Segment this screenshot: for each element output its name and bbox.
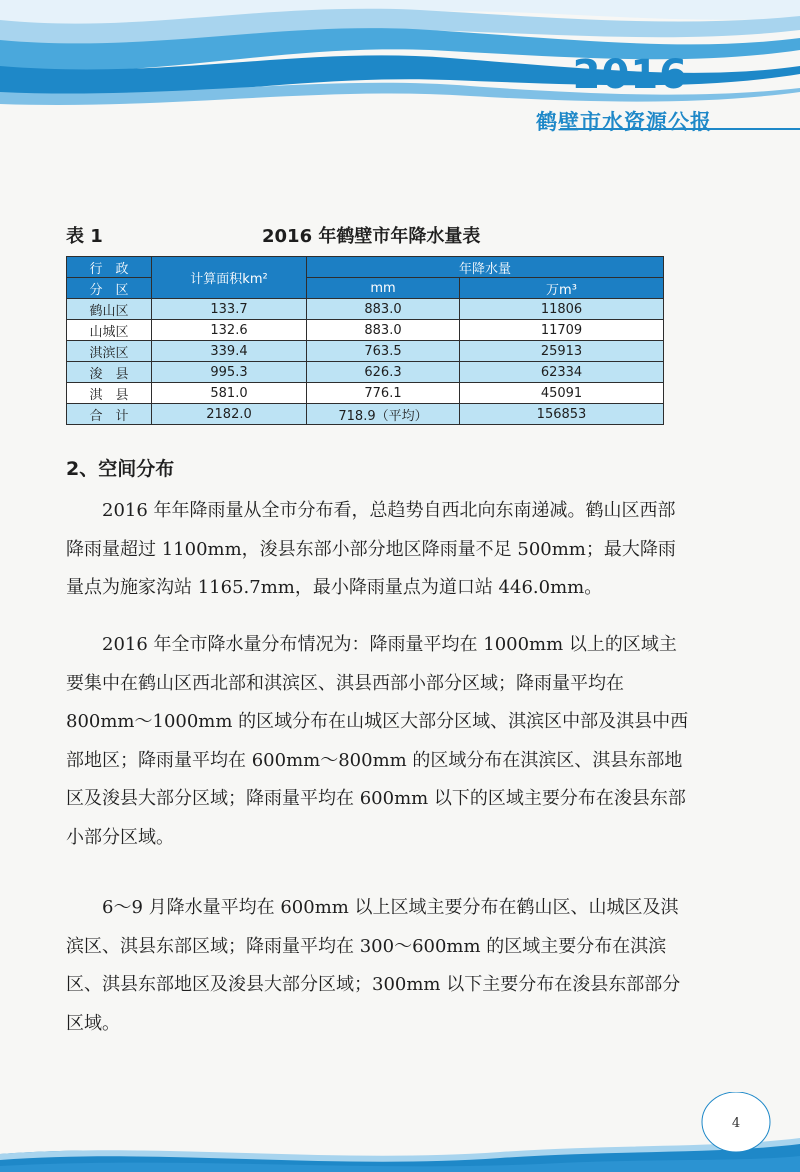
cell-district: 淇 县 xyxy=(67,383,152,404)
cell-area: 2182.0 xyxy=(152,404,307,425)
paragraph: 6～9 月降水量平均在 600mm 以上区域主要分布在鹤山区、山城区及淇滨区、淇县东部区域；降雨量平均在 300～600mm 的区域主要分布在淇滨区、淇县东部地区及浚县大部分区域；300mm 以下主要分布在浚县东部部分区域。 xyxy=(66,897,681,1034)
table-row xyxy=(67,320,664,341)
header-unit-mm: mm xyxy=(307,278,460,299)
cell-district: 合 计 xyxy=(67,404,152,425)
page-number: 4 xyxy=(731,1116,741,1131)
cell-area: 581.0 xyxy=(152,383,307,404)
footer-wave-graphic xyxy=(0,1092,800,1172)
header-precipitation: 年降水量 xyxy=(307,257,664,278)
header-district-row2: 分 区 xyxy=(67,278,152,299)
cell-area: 133.7 xyxy=(152,299,307,320)
cell-volume: 156853 xyxy=(460,404,664,425)
cell-mm: 883.0 xyxy=(307,320,460,341)
cell-area: 339.4 xyxy=(152,341,307,362)
header-district xyxy=(67,257,152,278)
table-row xyxy=(67,299,664,320)
table-row xyxy=(67,362,664,383)
precipitation-table xyxy=(66,256,664,425)
table-number: 表 1 xyxy=(66,226,103,247)
table-row xyxy=(67,341,664,362)
cell-district: 浚 县 xyxy=(67,362,152,383)
table-row xyxy=(67,383,664,404)
cell-district: 淇滨区 xyxy=(67,341,152,362)
page-footer xyxy=(0,1092,800,1172)
report-year: 2016 xyxy=(572,52,688,98)
header-area: 计算面积km² xyxy=(152,257,307,299)
cell-volume: 11806 xyxy=(460,299,664,320)
cell-mm: 883.0 xyxy=(307,299,460,320)
cell-mm: 763.5 xyxy=(307,341,460,362)
cell-volume: 11709 xyxy=(460,320,664,341)
cell-mm: 626.3 xyxy=(307,362,460,383)
page-header xyxy=(0,0,800,150)
section-heading: 2、空间分布 xyxy=(66,458,175,480)
cell-volume: 45091 xyxy=(460,383,664,404)
cell-mm: 776.1 xyxy=(307,383,460,404)
paragraph: 2016 年全市降水量分布情况为：降雨量平均在 1000mm 以上的区域主要集中在鹤山区西北部和淇滨区、淇县西部小部分区域；降雨量平均在 800mm～1000mm 的区域分布在山城区大部分区域、淇滨区中部及淇县中西部地区；降雨量平均在 600mm～800mm 的区域分布在淇滨区、淇县东部地区及浚县大部分区域；降雨量平均在 600mm 以下的区域主要分布在浚县东部小部分区域。 xyxy=(66,634,689,848)
cell-volume: 25913 xyxy=(460,341,664,362)
cell-area: 995.3 xyxy=(152,362,307,383)
header-district-line1: 行 政 xyxy=(89,261,129,277)
cell-district: 鹤山区 xyxy=(67,299,152,320)
cell-mm: 718.9（平均） xyxy=(307,404,460,425)
paragraph: 2016 年年降雨量从全市分布看，总趋势自西北向东南递减。鹤山区西部降雨量超过 1100mm，浚县东部小部分地区降雨量不足 500mm；最大降雨量点为施家沟站 1165.7mm，最小降雨量点为道口站 446.0mm。 xyxy=(66,500,676,598)
cell-volume: 62334 xyxy=(460,362,664,383)
table-caption xyxy=(66,222,666,250)
report-title: 鹤壁市水资源公报 xyxy=(536,109,712,134)
table-title: 2016 年鹤壁市年降水量表 xyxy=(262,226,481,247)
cell-district: 山城区 xyxy=(67,320,152,341)
header-unit-volume: 万m³ xyxy=(460,278,664,299)
table-total-row xyxy=(67,404,664,425)
cell-area: 132.6 xyxy=(152,320,307,341)
